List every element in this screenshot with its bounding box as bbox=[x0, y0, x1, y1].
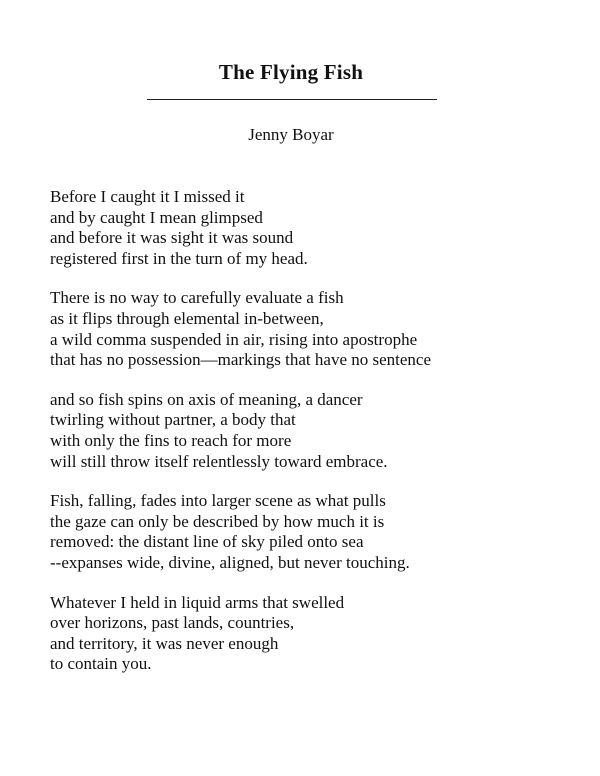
poem-line: and by caught I mean glimpsed bbox=[50, 207, 263, 227]
title-divider bbox=[147, 99, 437, 100]
poem-line: a wild comma suspended in air, rising into apostrophe bbox=[50, 329, 418, 349]
poem-line: and so fish spins on axis of meaning, a dancer bbox=[50, 389, 363, 409]
poem-line: that has no possession—markings that have no sentence bbox=[50, 350, 432, 370]
poem-line: over horizons, past lands, countries, bbox=[50, 613, 295, 633]
poem-line: twirling without partner, a body that bbox=[50, 410, 296, 430]
poem-line: There is no way to carefully evaluate a fish bbox=[50, 288, 344, 308]
poem-line: Whatever I held in liquid arms that swelled bbox=[50, 592, 345, 612]
poem-body bbox=[50, 187, 580, 694]
stanza bbox=[50, 390, 580, 472]
poem-line: and before it was sight it was sound bbox=[50, 228, 294, 248]
poem-line: registered first in the turn of my head. bbox=[50, 248, 308, 268]
poem-line: will still throw itself relentlessly toward embrace. bbox=[50, 451, 388, 471]
poem-line: as it flips through elemental in-between, bbox=[50, 308, 324, 328]
poem-line: the gaze can only be described by how much it is bbox=[50, 511, 385, 531]
stanza bbox=[50, 593, 580, 675]
stanza bbox=[50, 187, 580, 269]
poem-line: with only the fins to reach for more bbox=[50, 430, 292, 450]
poem-line: to contain you. bbox=[50, 654, 152, 674]
poem-line: Before I caught it I missed it bbox=[50, 187, 245, 206]
poem-line: and territory, it was never enough bbox=[50, 633, 279, 653]
poem-line: --expanses wide, divine, aligned, but never touching. bbox=[50, 552, 410, 572]
poem-line: removed: the distant line of sky piled onto sea bbox=[50, 532, 364, 552]
stanza bbox=[50, 491, 580, 573]
stanza bbox=[50, 288, 580, 370]
poem-line: Fish, falling, fades into larger scene as what pulls bbox=[50, 491, 386, 511]
page-title: The Flying Fish bbox=[218, 60, 364, 84]
author-name: Jenny Boyar bbox=[248, 125, 334, 144]
